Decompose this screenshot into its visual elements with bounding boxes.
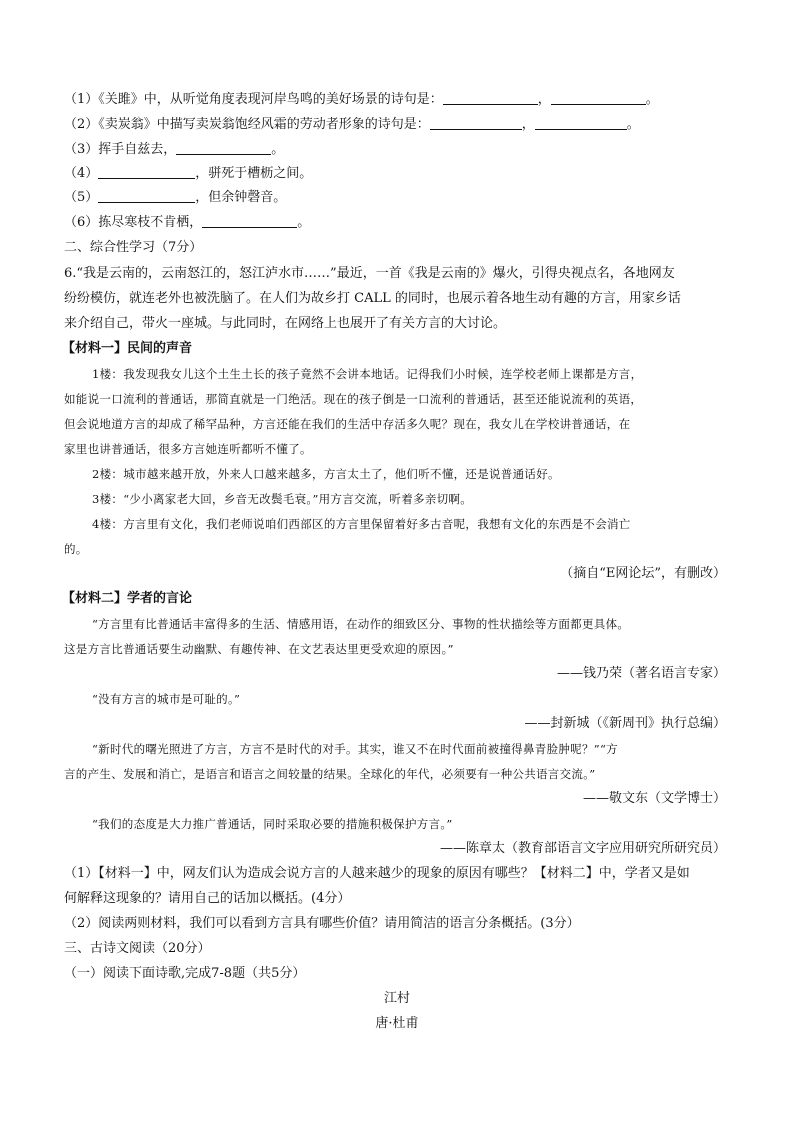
m1-floor4-line2: 的。 (64, 542, 88, 556)
q5-line-4: （4） ，骈死于槽枥之间。 (64, 166, 313, 181)
material-1-heading: 【材料一】民间的声音 (62, 341, 193, 356)
m1-floor1-line4: 家里也讲普通话，很多方言她连听都听不懂了。 (64, 442, 312, 456)
q6-sub1-line2: 何解释这现象的？请用自己的话加以概括。(4分） (64, 891, 351, 906)
material-2-heading: 【材料二】学者的言论 (62, 591, 193, 606)
blank[interactable] (430, 115, 522, 130)
m1-floor1-line3: 但会说地道方言的却成了稀罕品种，方言还能在我们的生活中存活多久呢？现在，我女儿在学校讲普通话，在 (64, 417, 631, 431)
q6-intro-1: 6.“我是云南的，云南怒江的，怒江泸水市……”最近，一首《我是云南的》爆火，引得央视点名，各地网友 (64, 266, 675, 281)
q5-1-text: （1）《关雎》中，从听觉角度表现河岸鸟鸣的美好场景的诗句是： (64, 92, 443, 107)
blank[interactable] (176, 140, 271, 155)
q5-4-text: ，骈死于槽枥之间。 (195, 166, 313, 181)
m1-source: （摘自“E网论坛”，有删改） (560, 566, 726, 581)
blank[interactable] (202, 213, 297, 228)
blank[interactable] (98, 188, 195, 203)
m2-source4: ——陈章太（教育部语言文字应用研究所研究员） (439, 841, 726, 856)
q5-2-text: （2）《卖炭翁》中描写卖炭翁饱经风霜的劳动者形象的诗句是： (64, 117, 430, 132)
m2-source2: ——封新城（《新周刊》执行总编） (524, 716, 726, 731)
q5-line-2: （2）《卖炭翁》中描写卖炭翁饱经风霜的劳动者形象的诗句是： ， 。 (64, 117, 640, 132)
poem-author: 唐·杜甫 (375, 1016, 419, 1031)
blank[interactable] (551, 90, 646, 105)
q6-intro-3: 来介绍自己，带火一座城。与此同时，在网络上也展开了有关方言的大讨论。 (64, 316, 507, 331)
m2-quote1-line2: 这是方言比普通话要生动幽默、有趣传神、在文艺表达里更受欢迎的原因。” (64, 642, 454, 656)
q5-line-5: （5） ，但余钟磬音。 (64, 190, 287, 205)
m2-source1: ——钱乃荣（著名语言专家） (556, 666, 726, 681)
blank[interactable] (535, 115, 627, 130)
m2-source3: ——敬文东（文学博士） (582, 791, 726, 806)
q5-3-text: （3）挥手自兹去， (64, 142, 177, 157)
section-2-heading: 二、综合性学习（7分） (64, 240, 203, 255)
m1-floor4-line1: 4楼：方言里有文化，我们老师说咱们西部区的方言里保留着好多古音呢，我想有文化的东西是不会消亡 (92, 517, 631, 531)
m2-quote4: “我们的态度是大力推广普通话，同时采取必要的措施积极保护方言。” (92, 817, 453, 831)
q6-intro-2: 纷纷模仿，就连老外也被洗脑了。在人们为故乡打 CALL 的同时，也展示着各地生动有趣的方言，用家乡话 (64, 291, 681, 306)
q5-line-1: （1）《关雎》中，从听觉角度表现河岸鸟鸣的美好场景的诗句是： ， 。 (64, 92, 659, 107)
blank[interactable] (98, 164, 195, 179)
blank[interactable] (443, 90, 538, 105)
m2-quote3-line2: 言的产生、发展和消亡，是语言和语言之间较量的结果。全球化的年代，必须要有一种公共语言交流。” (64, 767, 596, 781)
q5-line-3: （3）挥手自兹去， 。 (64, 142, 285, 157)
m1-floor1-line1: 1楼：我发现我女儿这个土生土长的孩子竟然不会讲本地话。记得我们小时候，连学校老师上课都是方言， (92, 367, 643, 381)
m2-quote1-line1: “方言里有比普通话丰富得多的生活、情感用语，在动作的细致区分、事物的性状描绘等方面都更具体。 (92, 617, 630, 631)
m2-quote2: “没有方言的城市是可耻的。” (92, 692, 241, 706)
m1-floor2: 2楼：城市越来越开放，外来人口越来越多，方言太土了，他们听不懂，还是说普通话好。 (92, 467, 560, 481)
section-3-heading: 三、古诗文阅读（20分） (64, 941, 211, 956)
q5-5-text: ，但余钟磬音。 (195, 190, 287, 205)
q5-6-text: （6）拣尽寒枝不肯栖， (64, 215, 203, 230)
m1-floor3: 3楼：“少小离家老大回，乡音无改鬓毛衰。”用方言交流，听着多亲切啊。 (92, 492, 473, 506)
q6-sub2: （2）阅读两则材料，我们可以看到方言具有哪些价值？请用简洁的语言分条概括。(3分） (64, 916, 580, 931)
poem-title: 江村 (383, 991, 410, 1006)
m2-quote3-line1: “新时代的曙光照进了方言，方言不是时代的对手。其实，谁又不在时代面前被撞得鼻青脸肿呢？”“方 (92, 742, 618, 756)
q5-line-6: （6）拣尽寒枝不肯栖， 。 (64, 215, 311, 230)
m1-floor1-line2: 如能说一口流利的普通话，那简直就是一门绝活。现在的孩子倒是一口流利的普通话，甚至还能说流利的英语， (64, 392, 643, 406)
subsection-1-heading: （一）阅读下面诗歌,完成7-8题（共5分） (64, 966, 306, 981)
q6-sub1-line1: （1）【材料一】中，网友们认为造成会说方言的人越来越少的现象的原因有哪些？【材料二】中，学者又是如 (64, 866, 690, 881)
